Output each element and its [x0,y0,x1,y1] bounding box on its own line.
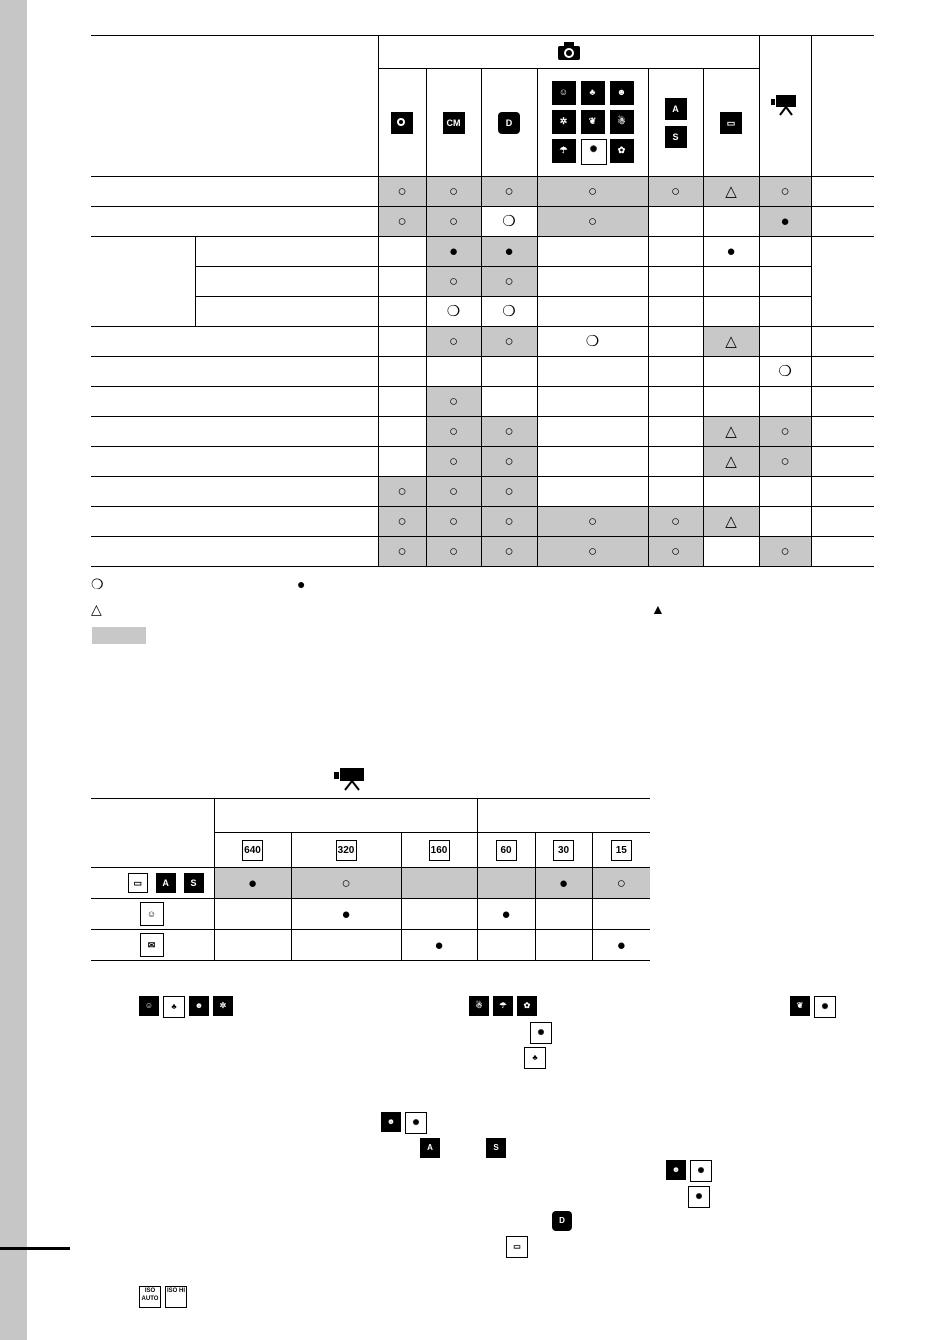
footnote-digital-macro [552,1211,572,1231]
cell: ○ [481,327,537,357]
fps-60-icon: 60 [496,840,517,861]
indoor-icon: ✲ [552,110,576,134]
cell: ○ [426,207,481,237]
table-row [91,387,874,417]
cell [811,387,874,417]
cell [811,417,874,447]
row-label [195,237,378,267]
cell [759,507,811,537]
indoor-icon: ✲ [213,996,233,1016]
auto-mode-col [378,69,426,177]
cell [378,387,426,417]
cell: ○ [481,447,537,477]
cell [703,357,759,387]
night-snapshot-icon: ☻ [666,1160,686,1180]
row-label [91,177,378,207]
row-label [195,267,378,297]
cell: ○ [291,868,401,899]
cell: △ [703,447,759,477]
group-label [91,237,195,327]
cell: ○ [481,477,537,507]
cell: ● [592,930,650,961]
cell [811,207,874,237]
row-label [91,868,214,899]
footnote-stitch-s [486,1138,506,1158]
cell [811,237,874,327]
table-row [91,477,874,507]
standard-movie-icon: ▭ [506,1236,528,1258]
cell: ○ [426,387,481,417]
cell [537,237,648,267]
movie-camera-icon [770,93,800,117]
kids-pets-icon: ♣ [163,996,185,1018]
footnote-scene-icons-3 [790,996,836,1018]
cell: ❍ [537,327,648,357]
cell [759,237,811,267]
cell: ○ [426,477,481,507]
cell: ○ [537,537,648,567]
table-row [91,267,874,297]
kids-pets-icon: ♣ [524,1047,546,1069]
row-label [195,297,378,327]
page-sidebar-bar [0,0,27,1340]
row-label [91,327,378,357]
table-row [91,899,650,930]
cell: ○ [481,267,537,297]
function-availability-table [91,35,874,567]
size-160-col [401,833,477,868]
cell: ● [535,868,592,899]
row-label [91,387,378,417]
frame-rate-group-header [477,799,650,833]
stitch-assist-col [648,69,703,177]
table-row [91,507,874,537]
cell: ○ [648,537,703,567]
cell [811,537,874,567]
cell [811,177,874,207]
cell [703,207,759,237]
fireworks-icon: ✺ [690,1160,712,1182]
row-label [91,507,378,537]
size-320-col [291,833,401,868]
movie-mode-header [759,36,811,177]
cell [537,477,648,507]
cell [537,447,648,477]
stitch-assist-s-icon: S [486,1138,506,1158]
cell: ○ [426,507,481,537]
camera-icon [557,41,581,61]
blank-header [811,36,874,177]
snow-icon: ☃ [610,110,634,134]
continuous-col [703,69,759,177]
foliage-icon: ❦ [581,110,605,134]
table-row [91,417,874,447]
underwater-icon: ✿ [517,996,537,1016]
cell [703,477,759,507]
stitch-assist-a-icon: A [420,1138,440,1158]
footnote-night-fireworks [381,1112,427,1134]
size-640-icon: 640 [242,840,263,861]
cell [378,357,426,387]
cell [214,930,291,961]
iso-auto-icon: ISO AUTO [139,1286,161,1308]
resolution-group-header [214,799,477,833]
stitch-assist-a-icon: A [665,98,687,120]
cell [481,357,537,387]
cell [648,207,703,237]
cell: ○ [481,177,537,207]
cell [759,327,811,357]
cell [401,868,477,899]
movie-settings-table [91,798,650,961]
row-label [91,537,378,567]
cell [703,387,759,417]
cell: △ [703,327,759,357]
cell [759,387,811,417]
cell: ● [477,899,535,930]
footnote-scene-icons-1 [139,996,233,1018]
cell: ○ [481,507,537,537]
table-row [91,357,874,387]
cell [537,387,648,417]
fps-15-icon: 15 [611,840,632,861]
row-label [91,447,378,477]
cell [537,357,648,387]
cell: ○ [426,177,481,207]
fireworks-icon: ✺ [688,1186,710,1208]
cell [477,930,535,961]
footnote-fireworks [530,1022,552,1044]
bottom-rule [0,1247,70,1250]
cell: ❍ [481,207,537,237]
cell: ○ [648,177,703,207]
fireworks-icon: ✺ [530,1022,552,1044]
legend-open-symbol: ❍ [91,576,104,592]
stitch-movie-a-icon: A [156,873,176,893]
cell: ○ [537,507,648,537]
legend-triangle-symbol: △ [91,601,102,617]
movie-camera-icon [333,766,367,792]
cell [811,447,874,477]
cell [537,297,648,327]
cell: ○ [537,177,648,207]
table-row [91,237,874,267]
table-row [91,177,874,207]
cell: △ [703,177,759,207]
cell [811,327,874,357]
cell: ○ [481,537,537,567]
cell: ● [426,237,481,267]
cell [703,267,759,297]
row-label [91,207,378,237]
legend-gray-swatch [92,627,146,644]
cell [592,899,650,930]
table-row [91,327,874,357]
cell: ❍ [481,297,537,327]
cell [648,237,703,267]
footnote-iso [139,1286,187,1308]
manual-mode-col [426,69,481,177]
cell: ○ [759,537,811,567]
cell [477,868,535,899]
table-row [91,537,874,567]
row-label [91,930,214,961]
digital-macro-col [481,69,537,177]
cell: ○ [378,507,426,537]
footnote-kids-pets [524,1047,546,1069]
night-snapshot-icon: ☻ [610,81,634,105]
footnote-scene-icons-2 [469,996,537,1016]
cell: ○ [759,417,811,447]
email-movie-icon: ✉ [140,933,164,957]
kids-pets-icon: ♣ [581,81,605,105]
cell: ○ [648,507,703,537]
night-snapshot-icon: ☻ [381,1112,401,1132]
cell: ○ [481,417,537,447]
cell [537,267,648,297]
cell [648,387,703,417]
legend-filled-triangle-symbol: ▲ [651,601,665,617]
snow-icon: ☃ [469,996,489,1016]
cell: ○ [378,537,426,567]
cell: ○ [592,868,650,899]
digital-macro-icon: D [498,112,520,134]
cell: ○ [378,177,426,207]
fast-frame-movie-icon: ☺ [140,902,164,926]
cell: ● [759,207,811,237]
cell: ○ [759,447,811,477]
cell: ○ [378,207,426,237]
cell [378,267,426,297]
still-image-modes-header [378,36,759,69]
night-snapshot-icon: ☻ [189,996,209,1016]
cell [648,447,703,477]
row-label [91,477,378,507]
cell: ○ [537,207,648,237]
cell: ○ [426,267,481,297]
cell: ● [703,237,759,267]
cell [759,477,811,507]
cell [648,477,703,507]
cell [703,297,759,327]
cell [811,357,874,387]
cell [811,507,874,537]
portrait-icon: ☺ [552,81,576,105]
cell [378,447,426,477]
header-blank [91,36,378,177]
cell: △ [703,507,759,537]
cell [759,267,811,297]
cell [378,297,426,327]
cell [401,899,477,930]
table-row [91,297,874,327]
footnote-standard-movie [506,1236,528,1258]
cell: ○ [759,177,811,207]
cell [648,357,703,387]
legend-filled-symbol: ● [297,576,306,592]
cell [648,297,703,327]
size-640-col [214,833,291,868]
stitch-assist-s-icon: S [665,126,687,148]
table-row [91,447,874,477]
cell: ❍ [426,297,481,327]
continuous-shooting-icon: ▭ [720,112,742,134]
cell [535,930,592,961]
cell [648,267,703,297]
cell [378,237,426,267]
cell: ❍ [759,357,811,387]
digital-macro-icon: D [552,1211,572,1231]
table-row [91,207,874,237]
scene-modes-col [537,69,648,177]
cell [481,387,537,417]
fireworks-icon: ✺ [581,139,607,165]
standard-movie-icon: ▭ [128,873,148,893]
iso-hi-icon: ISO HI [165,1286,187,1308]
cell: ● [214,868,291,899]
cell: ● [481,237,537,267]
beach-icon: ☂ [552,139,576,163]
auto-mode-icon [391,112,413,134]
footnote-night-fireworks-2 [666,1160,712,1182]
fps-15-col [592,833,650,868]
fireworks-icon: ✺ [405,1112,427,1134]
row-label [91,899,214,930]
cell: ○ [426,417,481,447]
footnote-stitch-a [420,1138,440,1158]
cell: ● [291,899,401,930]
beach-icon: ☂ [493,996,513,1016]
underwater-icon: ✿ [610,139,634,163]
cell [214,899,291,930]
cell [537,417,648,447]
cell [648,327,703,357]
cell [703,537,759,567]
cell [291,930,401,961]
header-blank [91,799,214,868]
fps-30-icon: 30 [553,840,574,861]
foliage-icon: ❦ [790,996,810,1016]
cell [535,899,592,930]
fireworks-icon: ✺ [814,996,836,1018]
cell: ● [401,930,477,961]
cell [648,417,703,447]
portrait-icon: ☺ [139,996,159,1016]
fps-60-col [477,833,535,868]
size-320-icon: 320 [336,840,357,861]
cell [378,417,426,447]
cell: △ [703,417,759,447]
table-row [91,868,650,899]
cell [811,477,874,507]
cell [378,327,426,357]
row-label [91,357,378,387]
cell: ○ [378,477,426,507]
cell: ○ [426,537,481,567]
cell [759,297,811,327]
size-160-icon: 160 [429,840,450,861]
fps-30-col [535,833,592,868]
footnote-fireworks-2 [688,1186,710,1208]
row-label [91,417,378,447]
cell [426,357,481,387]
stitch-movie-s-icon: S [184,873,204,893]
cell: ○ [426,327,481,357]
cell: ○ [426,447,481,477]
table-row [91,930,650,961]
manual-mode-icon: CM [443,112,465,134]
